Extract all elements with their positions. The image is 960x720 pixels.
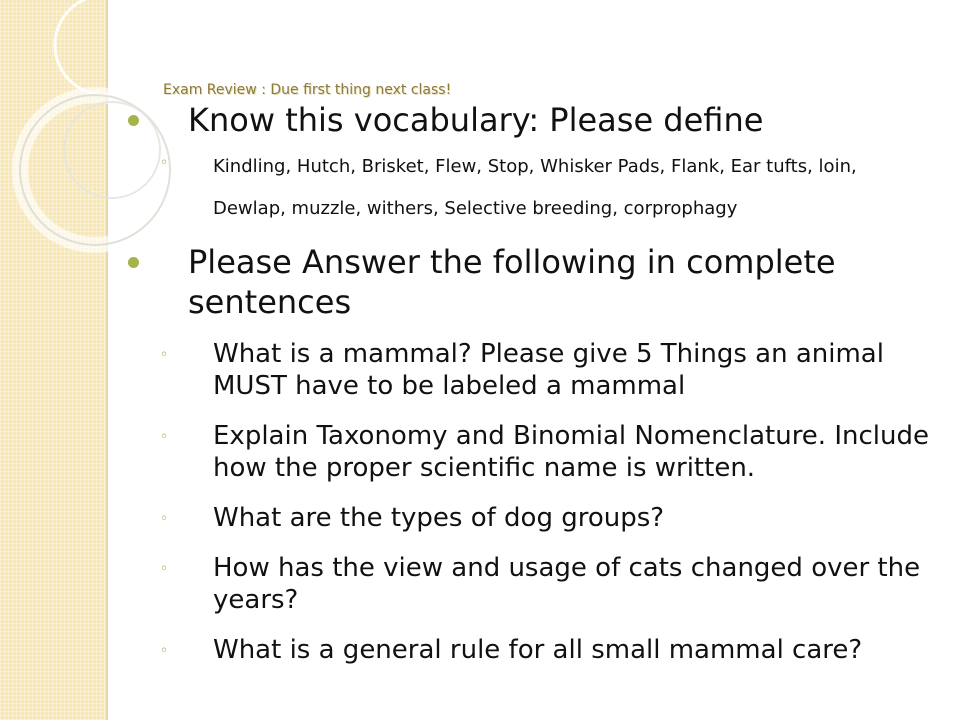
- bullet-vocabulary-heading: [120, 100, 940, 140]
- bullet-dot: [128, 115, 139, 126]
- bullet-answer-heading: [120, 242, 940, 322]
- question-text: What is a mammal? Please give 5 Things an animal MUST have to be labeled a mammal: [213, 339, 884, 401]
- question-item: [120, 552, 940, 616]
- vocab-line-1: Kindling, Hutch, Brisket, Flew, Stop, Whisker Pads, Flank, Ear tufts, loin,: [213, 156, 857, 177]
- slide-content: [120, 100, 940, 666]
- answer-heading-text: Please Answer the following in complete sentences: [188, 243, 836, 321]
- question-text: How has the view and usage of cats changed over the years?: [213, 553, 921, 615]
- sub-bullet: ◦: [160, 511, 169, 527]
- sub-bullet: ◦: [160, 155, 169, 171]
- question-text: What is a general rule for all small mammal care?: [213, 635, 863, 665]
- sub-bullet: ◦: [160, 643, 169, 659]
- vocabulary-list: [120, 146, 940, 230]
- vocab-line-2: Dewlap, muzzle, withers, Selective breeding, corprophagy: [213, 198, 738, 219]
- sub-bullet: ◦: [160, 561, 169, 577]
- question-item: [120, 502, 940, 534]
- question-text: What are the types of dog groups?: [213, 503, 665, 533]
- question-text: Explain Taxonomy and Binomial Nomenclature. Include how the proper scientific name is written.: [213, 421, 929, 483]
- sub-bullet: ◦: [160, 347, 169, 363]
- vocabulary-heading-text: Know this vocabulary: Please define: [188, 101, 764, 139]
- slide-title: Exam Review : Due first thing next class!: [163, 82, 452, 98]
- deco-circle-top: [55, 0, 155, 95]
- question-item: [120, 634, 940, 666]
- question-item: [120, 338, 940, 402]
- sub-bullet: ◦: [160, 429, 169, 445]
- question-item: [120, 420, 940, 484]
- bullet-dot: [128, 257, 139, 268]
